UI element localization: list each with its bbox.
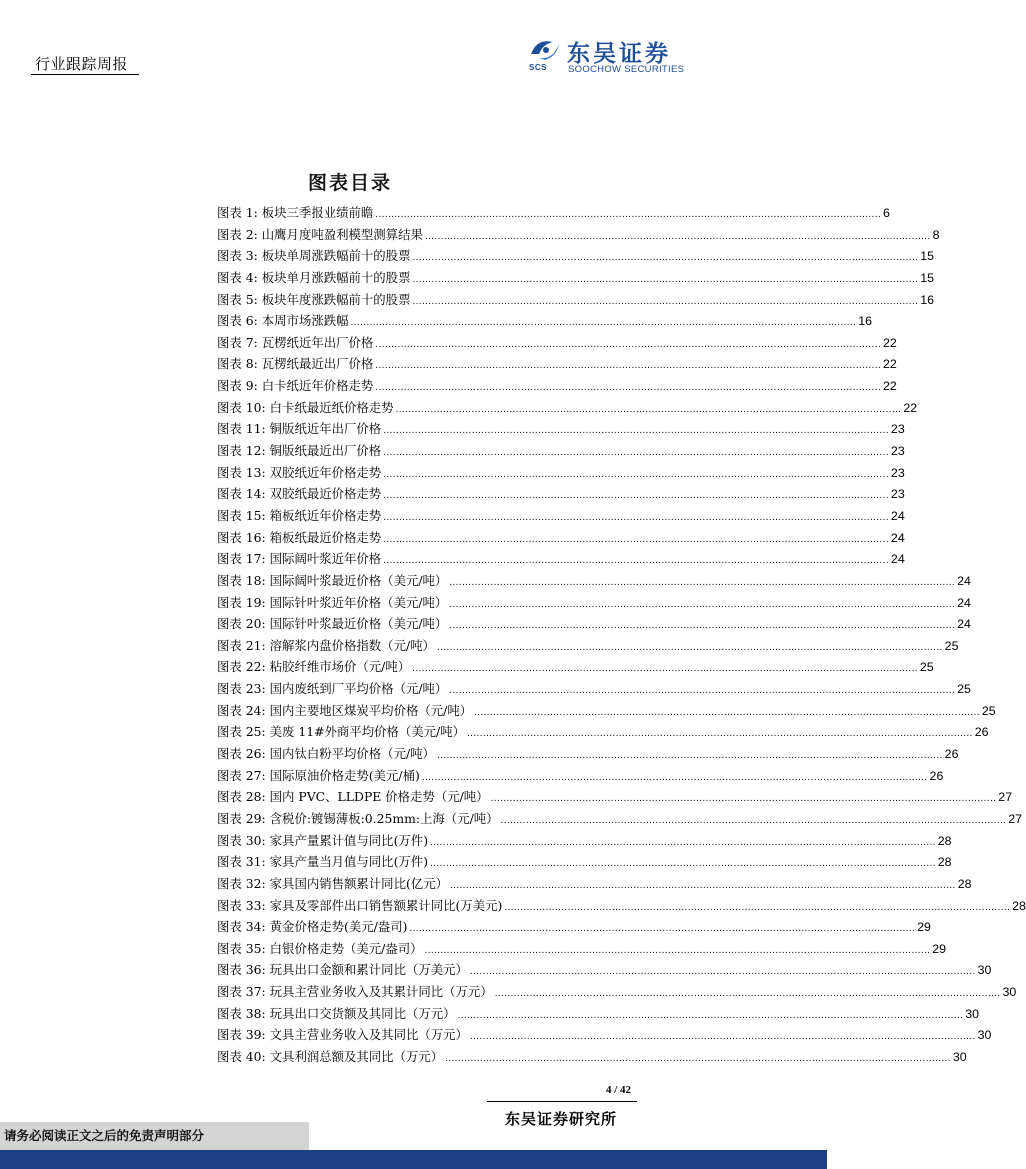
header-underline — [31, 74, 139, 75]
toc-entry-title[interactable]: 国内 PVC、LLDPE 价格走势（元/吨） — [269, 789, 489, 805]
toc-entry-page: 23 — [890, 487, 905, 502]
toc-entry-page: 25 — [957, 682, 971, 697]
toc-entry[interactable] — [217, 786, 1013, 808]
toc-entry[interactable] — [217, 613, 971, 635]
institute-name: 东吴证券研究所 — [505, 1110, 618, 1128]
toc-leader-dots: ................................................................................................................................................................ — [449, 621, 956, 632]
toc-entry-page: 24 — [890, 530, 905, 545]
toc-entry-label: 图表 12: — [217, 443, 266, 459]
toc-entry[interactable] — [217, 765, 944, 787]
toc-entry-title[interactable]: 箱板纸最近价格走势 — [269, 529, 382, 545]
toc-entry-label: 图表 8: — [217, 356, 258, 372]
toc-entry-label: 图表 28: — [217, 789, 266, 805]
toc-leader-dots: ................................................................................................................................................................ — [430, 837, 936, 848]
toc-entry-page: 24 — [890, 552, 905, 567]
toc-entry-title[interactable]: 国际针叶浆最近价格（美元/吨） — [269, 616, 448, 632]
toc-entry-title[interactable]: 国内钛白粉平均价格（元/吨） — [269, 746, 435, 762]
brand-logo — [527, 36, 697, 76]
toc-entry[interactable] — [217, 830, 952, 852]
toc-leader-dots: ................................................................................................................................................................ — [375, 210, 882, 220]
toc-entry[interactable] — [217, 981, 1017, 1003]
toc-entry[interactable] — [217, 397, 918, 419]
toc-entry[interactable] — [217, 505, 905, 527]
toc-entry-label: 图表 19: — [217, 594, 266, 610]
toc-entry-label: 图表 20: — [217, 616, 266, 632]
toc-entry-page: 29 — [932, 941, 947, 956]
toc-entry[interactable] — [217, 895, 1026, 917]
toc-entry[interactable] — [217, 656, 934, 678]
toc-leader-dots: ................................................................................................................................................................ — [412, 296, 919, 307]
logo-abbreviation: SCS — [529, 63, 547, 72]
toc-entry-title[interactable]: 文具利润总额及其同比（万元） — [269, 1048, 444, 1064]
footer-rule — [487, 1101, 637, 1102]
toc-entry-label: 图表 33: — [217, 897, 266, 913]
toc-entry-label: 图表 5: — [217, 291, 258, 307]
toc-entry-label: 图表 2: — [217, 226, 258, 242]
toc-leader-dots: ................................................................................................................................................................ — [383, 426, 889, 437]
toc-entry-page: 25 — [944, 638, 959, 653]
toc-entry[interactable] — [217, 721, 989, 743]
toc-entry[interactable] — [217, 462, 905, 484]
toc-entry-page: 28 — [937, 855, 952, 870]
toc-entry-label: 图表 18: — [217, 572, 266, 588]
toc-entry-title[interactable]: 美废 11#外商平均价格（美元/吨） — [269, 724, 466, 740]
toc-entry-title[interactable]: 山鹰月度吨盈利模型测算结果 — [261, 226, 423, 242]
toc-entry-title[interactable]: 铜版纸近年出厂价格 — [269, 421, 382, 437]
disclaimer-notice: 请务必阅读正文之后的免责声明部分 — [0, 1122, 309, 1150]
toc-leader-dots: ................................................................................................................................................................ — [504, 902, 1011, 913]
toc-entry-title[interactable]: 国际阔叶浆近年价格 — [269, 551, 382, 567]
toc-entry[interactable] — [217, 1003, 980, 1025]
toc-leader-dots: ................................................................................................................................................................ — [436, 751, 943, 762]
toc-entry-title[interactable]: 板块三季报业绩前瞻 — [261, 205, 374, 220]
toc-entry-title[interactable]: 白卡纸近年价格走势 — [261, 378, 374, 394]
toc-leader-dots: ................................................................................................................................................................ — [449, 599, 956, 610]
toc-entry-page: 30 — [977, 1028, 992, 1043]
toc-entry-label: 图表 14: — [217, 486, 266, 502]
toc-entry-page: 23 — [890, 422, 905, 437]
toc-leader-dots: ................................................................................................................................................................ — [375, 383, 882, 394]
toc-leader-dots: ................................................................................................................................................................ — [449, 686, 956, 697]
toc-entry-title[interactable]: 国内主要地区煤炭平均价格（元/吨） — [269, 702, 473, 718]
toc-entry-page: 30 — [965, 1006, 980, 1021]
toc-entry-title[interactable]: 玩具主营业务收入及其累计同比（万元） — [269, 984, 493, 1000]
toc-leader-dots: ................................................................................................................................................................ — [412, 253, 919, 264]
toc-entry-label: 图表 39: — [217, 1027, 266, 1043]
toc-leader-dots: ................................................................................................................................................................ — [383, 491, 889, 502]
toc-leader-dots: ................................................................................................................................................................ — [430, 859, 936, 870]
toc-entry-label: 图表 15: — [217, 507, 266, 523]
toc-entry-title[interactable]: 瓦楞纸最近出厂价格 — [261, 356, 374, 372]
toc-entry-label: 图表 13: — [217, 464, 266, 480]
toc-leader-dots: ................................................................................................................................................................ — [383, 448, 889, 459]
toc-title: 图表目录 — [307, 172, 392, 194]
toc-entry-label: 图表 35: — [217, 940, 266, 956]
toc-leader-dots: ................................................................................................................................................................ — [409, 924, 916, 935]
toc-entry[interactable] — [217, 700, 996, 722]
toc-entry-page: 30 — [977, 963, 992, 978]
toc-entry-title[interactable]: 板块年度涨跌幅前十的股票 — [261, 291, 411, 307]
toc-leader-dots: ................................................................................................................................................................ — [469, 1032, 976, 1043]
toc-leader-dots: ................................................................................................................................................................ — [383, 512, 889, 523]
toc-entry-page: 28 — [937, 833, 952, 848]
toc-entry-page: 15 — [920, 270, 934, 285]
toc-entry[interactable] — [217, 851, 952, 873]
logo-chinese-name: 东吴证券 — [567, 41, 671, 67]
report-type-header: 行业跟踪周报 — [35, 55, 129, 73]
toc-entry-label: 图表 31: — [217, 854, 266, 870]
toc-entry[interactable] — [217, 202, 890, 224]
toc-entry-title[interactable]: 国内废纸到厂平均价格（元/吨） — [269, 681, 448, 697]
toc-leader-dots: ................................................................................................................................................................ — [412, 274, 919, 285]
toc-entry-page: 25 — [919, 660, 934, 675]
toc-entry-label: 图表 3: — [217, 248, 258, 264]
toc-entry-label: 图表 22: — [217, 659, 266, 675]
toc-leader-dots: ................................................................................................................................................................ — [421, 772, 928, 783]
toc-entry[interactable] — [217, 592, 971, 614]
toc-leader-dots: ................................................................................................................................................................ — [424, 945, 931, 956]
toc-entry-title[interactable]: 黄金价格走势(美元/盎司) — [269, 919, 408, 935]
toc-leader-dots: ................................................................................................................................................................ — [467, 729, 973, 740]
toc-entry-label: 图表 16: — [217, 529, 266, 545]
toc-leader-dots: ................................................................................................................................................................ — [457, 1010, 964, 1021]
toc-entry-page: 16 — [920, 292, 934, 307]
toc-leader-dots: ................................................................................................................................................................ — [383, 556, 889, 567]
toc-leader-dots: ................................................................................................................................................................ — [395, 404, 902, 415]
toc-entry-label: 图表 29: — [217, 810, 266, 826]
toc-leader-dots: ................................................................................................................................................................ — [375, 339, 882, 350]
toc-entry-label: 图表 38: — [217, 1005, 266, 1021]
toc-entry[interactable] — [217, 245, 934, 267]
toc-entry-title[interactable]: 家具及零部件出口销售额累计同比(万美元) — [269, 897, 503, 913]
toc-entry-label: 图表 6: — [217, 313, 258, 329]
toc-entry-label: 图表 37: — [217, 984, 266, 1000]
toc-entry-label: 图表 36: — [217, 962, 266, 978]
toc-entry-page: 24 — [890, 508, 905, 523]
toc-entry-title[interactable]: 文具主营业务收入及其同比（万元） — [269, 1027, 468, 1043]
toc-entry[interactable] — [217, 332, 897, 354]
toc-entry[interactable] — [217, 678, 971, 700]
toc-entry-title[interactable]: 板块单周涨跌幅前十的股票 — [261, 248, 411, 264]
toc-entry-page: 28 — [1012, 898, 1026, 913]
toc-leader-dots: ................................................................................................................................................................ — [490, 794, 997, 805]
toc-entry-title[interactable]: 家具产量当月值与同比(万件) — [269, 854, 429, 870]
toc-entry-title[interactable]: 白银价格走势（美元/盎司） — [269, 940, 423, 956]
toc-entry-page: 22 — [883, 379, 897, 394]
toc-entry-title[interactable]: 玩具出口金额和累计同比（万美元） — [269, 962, 468, 978]
toc-leader-dots: ................................................................................................................................................................ — [383, 534, 889, 545]
toc-entry-label: 图表 21: — [217, 637, 266, 653]
toc-entry-label: 图表 7: — [217, 334, 258, 350]
toc-entry-page: 30 — [952, 1049, 967, 1064]
toc-entry-title[interactable]: 箱板纸近年价格走势 — [269, 507, 382, 523]
toc-entry-page: 26 — [944, 747, 959, 762]
toc-entry-title[interactable]: 玩具出口交货额及其同比（万元） — [269, 1005, 456, 1021]
toc-entry[interactable] — [217, 289, 934, 311]
toc-leader-dots: ................................................................................................................................................................ — [494, 989, 1001, 1000]
toc-entry-title[interactable]: 双胶纸近年价格走势 — [269, 464, 382, 480]
toc-leader-dots: ................................................................................................................................................................ — [436, 642, 943, 653]
logo-english-name: SOOCHOW SECURITIES — [568, 64, 685, 75]
toc-entry-page: 29 — [917, 920, 931, 935]
toc-entry-label: 图表 26: — [217, 746, 266, 762]
page-number: 4 / 42 — [606, 1084, 632, 1096]
toc-entry-title[interactable]: 溶解浆内盘价格指数（元/吨） — [269, 637, 435, 653]
toc-leader-dots: ................................................................................................................................................................ — [383, 469, 889, 480]
toc-entry-label: 图表 23: — [217, 681, 266, 697]
toc-list — [217, 202, 1026, 1068]
toc-leader-dots: ................................................................................................................................................................ — [469, 967, 976, 978]
toc-entry-label: 图表 24: — [217, 702, 266, 718]
toc-entry-title[interactable]: 双胶纸最近价格走势 — [269, 486, 382, 502]
toc-entry-label: 图表 11: — [217, 421, 266, 437]
toc-entry[interactable] — [217, 548, 905, 570]
toc-entry[interactable] — [217, 527, 905, 549]
footer-band — [0, 1150, 827, 1169]
toc-entry[interactable] — [217, 418, 905, 440]
toc-leader-dots: ................................................................................................................................................................ — [350, 318, 857, 329]
toc-entry-title[interactable]: 粘胶纤维市场价（元/吨） — [269, 659, 411, 675]
toc-entry-title[interactable]: 国际阔叶浆最近价格（美元/吨） — [269, 572, 448, 588]
toc-entry-label: 图表 40: — [217, 1048, 266, 1064]
toc-entry[interactable] — [217, 570, 971, 592]
toc-entry-page: 22 — [883, 335, 897, 350]
toc-entry-page: 23 — [890, 444, 905, 459]
toc-entry-title[interactable]: 国际原油价格走势(美元/桶) — [269, 767, 420, 783]
toc-entry-page: 24 — [957, 573, 971, 588]
toc-entry[interactable] — [217, 1024, 992, 1046]
toc-entry-page: 23 — [890, 465, 905, 480]
toc-entry-label: 图表 9: — [217, 378, 258, 394]
toc-entry-page: 28 — [957, 876, 972, 891]
toc-leader-dots: ................................................................................................................................................................ — [500, 815, 1007, 826]
toc-entry[interactable] — [217, 1046, 967, 1068]
logo-mark-icon — [527, 36, 563, 64]
toc-entry-page: 15 — [920, 249, 934, 264]
toc-entry-title[interactable]: 家具产量累计值与同比(万件) — [269, 832, 429, 848]
toc-entry-title[interactable]: 国际针叶浆近年价格（美元/吨） — [269, 594, 448, 610]
toc-entry-title[interactable]: 本周市场涨跌幅 — [261, 313, 349, 329]
toc-entry[interactable] — [217, 375, 897, 397]
toc-entry-page: 24 — [957, 595, 971, 610]
toc-entry-page: 26 — [974, 725, 989, 740]
toc-entry[interactable] — [217, 916, 931, 938]
toc-entry-page: 27 — [998, 790, 1013, 805]
toc-entry-page: 6 — [883, 206, 890, 220]
toc-entry-label: 图表 34: — [217, 919, 266, 935]
toc-entry[interactable] — [217, 743, 959, 765]
toc-entry[interactable] — [217, 938, 947, 960]
toc-entry-page: 16 — [858, 314, 873, 329]
toc-leader-dots: ................................................................................................................................................................ — [375, 361, 882, 372]
toc-entry-page: 25 — [981, 703, 996, 718]
toc-entry-page: 30 — [1002, 985, 1017, 1000]
toc-leader-dots: ................................................................................................................................................................ — [424, 231, 931, 242]
toc-entry-page: 24 — [957, 617, 971, 632]
toc-entry[interactable] — [217, 959, 992, 981]
toc-entry-page: 8 — [932, 227, 940, 242]
toc-entry-page: 26 — [929, 768, 944, 783]
toc-entry[interactable] — [217, 353, 897, 375]
toc-entry[interactable] — [217, 267, 934, 289]
toc-entry-label: 图表 17: — [217, 551, 266, 567]
toc-entry[interactable] — [217, 635, 959, 657]
toc-entry[interactable] — [217, 483, 905, 505]
toc-entry-title[interactable]: 铜版纸最近出厂价格 — [269, 443, 382, 459]
toc-entry-label: 图表 25: — [217, 724, 266, 740]
toc-entry-page: 22 — [883, 357, 897, 372]
toc-entry[interactable] — [217, 873, 972, 895]
toc-entry[interactable] — [217, 440, 905, 462]
toc-entry-title[interactable]: 白卡纸最近纸价格走势 — [269, 399, 394, 415]
toc-entry[interactable] — [217, 224, 940, 246]
toc-entry[interactable] — [217, 808, 1023, 830]
toc-entry[interactable] — [217, 310, 873, 332]
toc-entry-label: 图表 30: — [217, 832, 266, 848]
toc-leader-dots: ................................................................................................................................................................ — [412, 664, 918, 675]
toc-entry-label: 图表 4: — [217, 269, 258, 285]
toc-entry-title[interactable]: 板块单月涨跌幅前十的股票 — [261, 269, 411, 285]
toc-entry-title[interactable]: 瓦楞纸近年出厂价格 — [261, 334, 374, 350]
toc-leader-dots: ................................................................................................................................................................ — [449, 577, 956, 588]
toc-entry-title[interactable]: 含税价:镀锡薄板:0.25mm:上海（元/吨） — [269, 810, 499, 826]
toc-entry-label: 图表 27: — [217, 767, 266, 783]
toc-entry-label: 图表 32: — [217, 875, 266, 891]
toc-entry-page: 27 — [1008, 811, 1023, 826]
toc-entry-page: 22 — [903, 400, 918, 415]
toc-leader-dots: ................................................................................................................................................................ — [445, 1053, 951, 1064]
toc-entry-label: 图表 10: — [217, 399, 266, 415]
toc-entry-label: 图表 1: — [217, 205, 258, 220]
toc-leader-dots: ................................................................................................................................................................ — [449, 880, 956, 891]
toc-entry-title[interactable]: 家具国内销售额累计同比(亿元） — [269, 875, 448, 891]
toc-leader-dots: ................................................................................................................................................................ — [474, 707, 980, 718]
